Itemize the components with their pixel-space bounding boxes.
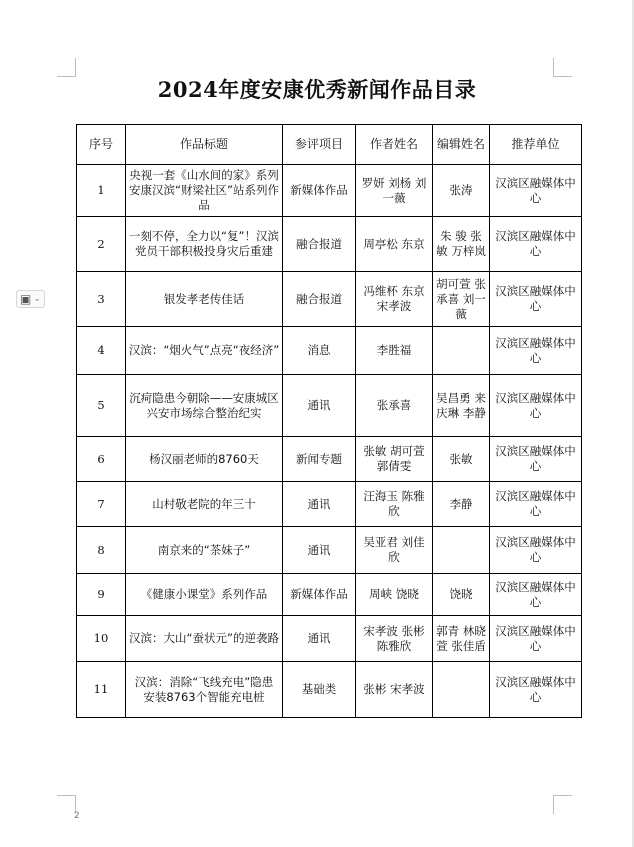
table-row (77, 437, 582, 482)
editors (433, 527, 490, 574)
column-header: 推荐单位 (490, 125, 582, 165)
category: 通讯 (283, 527, 356, 574)
authors: 周峡 饶晓 (356, 574, 433, 616)
category: 通讯 (283, 482, 356, 527)
authors: 冯维杯 东京 宋孝波 (356, 272, 433, 327)
table-row (77, 272, 582, 327)
table-row (77, 165, 582, 217)
work-title: 汉滨：“烟火气”点亮“夜经济” (126, 327, 283, 375)
authors: 张敏 胡可萱 郭倩雯 (356, 437, 433, 482)
paragraph-layout-button[interactable] (16, 290, 45, 308)
editors: 朱 骏 张 敏 万梓岚 (433, 217, 490, 272)
recommending-unit: 汉滨区融媒体中心 (490, 482, 582, 527)
work-title: 南京来的“茶妹子” (126, 527, 283, 574)
category: 新媒体作品 (283, 165, 356, 217)
category: 融合报道 (283, 272, 356, 327)
recommending-unit: 汉滨区融媒体中心 (490, 375, 582, 437)
authors: 吴亚君 刘佳欣 (356, 527, 433, 574)
editors: 胡可萱 张承喜 刘一薇 (433, 272, 490, 327)
row-number: 6 (77, 437, 126, 482)
margin-corner-mark (553, 795, 572, 814)
recommending-unit: 汉滨区融媒体中心 (490, 527, 582, 574)
column-header: 作品标题 (126, 125, 283, 165)
table-row (77, 527, 582, 574)
editors: 郭青 林晓萱 张佳盾 (433, 616, 490, 662)
table-row (77, 217, 582, 272)
category: 新闻专题 (283, 437, 356, 482)
column-header: 编辑姓名 (433, 125, 490, 165)
table-row (77, 616, 582, 662)
table-header-row (77, 125, 582, 165)
document-title: 2024年度安康优秀新闻作品目录 (157, 77, 477, 102)
table-row (77, 574, 582, 616)
recommending-unit: 汉滨区融媒体中心 (490, 616, 582, 662)
category: 通讯 (283, 616, 356, 662)
table-row (77, 375, 582, 437)
table-row (77, 482, 582, 527)
row-number: 3 (77, 272, 126, 327)
work-title: 一刻不停，全力以“复”！汉滨党员干部积极投身灾后重建 (126, 217, 283, 272)
works-table (76, 124, 582, 718)
editors: 李静 (433, 482, 490, 527)
category: 消息 (283, 327, 356, 375)
editors: 张涛 (433, 165, 490, 217)
chevron-down-icon: ⌄ (33, 294, 41, 304)
row-number: 10 (77, 616, 126, 662)
recommending-unit: 汉滨区融媒体中心 (490, 327, 582, 375)
category: 基础类 (283, 662, 356, 718)
table-row (77, 327, 582, 375)
category: 新媒体作品 (283, 574, 356, 616)
layout-icon: ▣ (20, 292, 32, 306)
editors (433, 662, 490, 718)
page-number: 2 (74, 811, 80, 821)
authors: 罗妍 刘杨 刘一薇 (356, 165, 433, 217)
authors: 张承喜 (356, 375, 433, 437)
work-title: 沉疴隐患今朝除——安康城区兴安市场综合整治纪实 (126, 375, 283, 437)
row-number: 9 (77, 574, 126, 616)
column-header: 序号 (77, 125, 126, 165)
table-row (77, 662, 582, 718)
work-title: 山村敬老院的年三十 (126, 482, 283, 527)
editors (433, 327, 490, 375)
work-title: 银发孝老传佳话 (126, 272, 283, 327)
work-title: 汉滨：大山“蚕状元”的逆袭路 (126, 616, 283, 662)
category: 通讯 (283, 375, 356, 437)
row-number: 2 (77, 217, 126, 272)
row-number: 1 (77, 165, 126, 217)
work-title: 央视一套《山水间的家》系列安康汉滨“财梁社区”站系列作品 (126, 165, 283, 217)
work-title: 杨汉丽老师的8760天 (126, 437, 283, 482)
work-title: 《健康小课堂》系列作品 (126, 574, 283, 616)
authors: 汪海玉 陈雅欣 (356, 482, 433, 527)
authors: 宋孝波 张彬 陈雅欣 (356, 616, 433, 662)
row-number: 5 (77, 375, 126, 437)
recommending-unit: 汉滨区融媒体中心 (490, 217, 582, 272)
authors: 张彬 宋孝波 (356, 662, 433, 718)
row-number: 4 (77, 327, 126, 375)
recommending-unit: 汉滨区融媒体中心 (490, 574, 582, 616)
authors: 周亭松 东京 (356, 217, 433, 272)
row-number: 11 (77, 662, 126, 718)
editors: 饶晓 (433, 574, 490, 616)
recommending-unit: 汉滨区融媒体中心 (490, 437, 582, 482)
recommending-unit: 汉滨区融媒体中心 (490, 662, 582, 718)
row-number: 8 (77, 527, 126, 574)
recommending-unit: 汉滨区融媒体中心 (490, 165, 582, 217)
editors: 张敏 (433, 437, 490, 482)
row-number: 7 (77, 482, 126, 527)
authors: 李胜福 (356, 327, 433, 375)
column-header: 作者姓名 (356, 125, 433, 165)
editors: 吴昌勇 来庆琳 李静 (433, 375, 490, 437)
work-title: 汉滨：消除“飞线充电”隐患 安装8763个智能充电桩 (126, 662, 283, 718)
column-header: 参评项目 (283, 125, 356, 165)
category: 融合报道 (283, 217, 356, 272)
recommending-unit: 汉滨区融媒体中心 (490, 272, 582, 327)
